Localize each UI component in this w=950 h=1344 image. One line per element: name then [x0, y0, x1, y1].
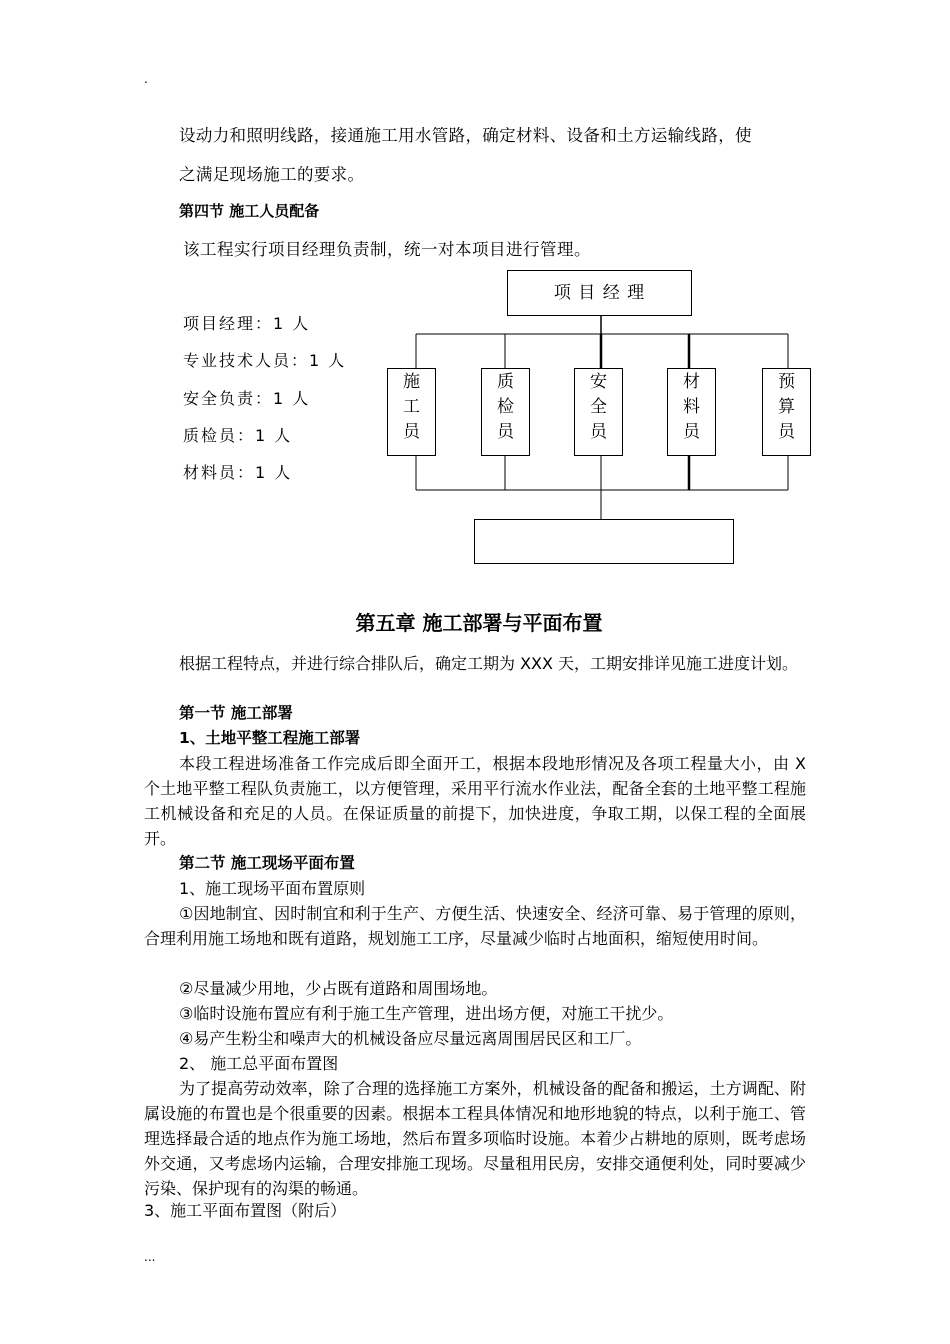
top-line-2: 之满足现场施工的要求。: [179, 165, 365, 184]
staff-item: 材料员：1 人: [183, 463, 293, 482]
sub3-body: 为了提高劳动效率，除了合理的选择施工方案外，机械设备的配备和搬运，土方调配、附属设施的布置也是个很重要的因素。根据本工程具体情况和地形地貌的特点，以利于施工、管理选择最合适的地点作为施工场地，然后布置多项临时设施。本着少占耕地的原则，既考虑场外交通，又考虑场内运输，合理安排施工现场。尽量租用民房，安排交通便利处，同时要减少污染、保护现有的沟渠的畅通。: [144, 1079, 806, 1198]
staff-item: 质检员：1 人: [183, 426, 293, 445]
sec1-heading: 第一节 施工部署: [179, 704, 293, 722]
empty-bottom-box: [474, 519, 734, 564]
sec2-heading: 第二节 施工现场平面布置: [179, 854, 355, 872]
role-box-quality: 质 检 员: [481, 368, 530, 456]
sub4-heading: 3、施工平面布置图（附后）: [144, 1201, 347, 1220]
footer-mark: ...: [144, 1250, 156, 1264]
staff-item: 安全负责：1 人: [183, 389, 311, 408]
top-line-1: 设动力和照明线路，接通施工用水管路，确定材料、设备和土方运输线路，使: [179, 126, 752, 145]
staff-item: 专业技术人员：1 人: [183, 351, 347, 370]
sub2-heading: 1、施工现场平面布置原则: [179, 879, 366, 898]
section4-intro: 该工程实行项目经理负责制，统一对本项目进行管理。: [183, 240, 591, 259]
staff-item: 项目经理：1 人: [183, 314, 311, 333]
org-chart-connectors: [0, 0, 950, 600]
role-box-safety: 安 全 员: [574, 368, 623, 456]
role-box-construction: 施 工 员: [387, 368, 436, 456]
header-mark: .: [144, 72, 148, 86]
sub1-body: 本段工程进场准备工作完成后即全面开工，根据本段地形情况及各项工程量大小，由 X 个土地平整工程队负责施工，以方便管理，采用平行流水作业法，配备全套的土地平整工程施工机械设备和充足的人员。在保证质量的前提下，加快进度，争取工期，以保工程的全面展开。: [144, 754, 806, 848]
principle-1: ①因地制宜、因时制宜和利于生产、方便生活、快速安全、经济可靠、易于管理的原则，合理利用施工场地和既有道路，规划施工工序，尽量减少临时占地面积，缩短使用时间。: [144, 904, 806, 948]
chapter5-title: 第五章 施工部署与平面布置: [355, 611, 603, 635]
role-box-materials: 材 料 员: [667, 368, 716, 456]
role-box-budget: 预 算 员: [762, 368, 811, 456]
principle-3: ③临时设施布置应有利于施工生产管理，进出场方便，对施工干扰少。: [179, 1004, 674, 1023]
sub3-heading: 2、 施工总平面布置图: [179, 1054, 339, 1073]
project-manager-box: 项 目 经 理: [507, 270, 692, 316]
chapter5-intro: 根据工程特点，并进行综合排队后，确定工期为 XXX 天，工期安排详见施工进度计划。: [179, 654, 799, 673]
sub1-heading: 1、土地平整工程施工部署: [179, 729, 361, 747]
principle-2: ②尽量减少用地，少占既有道路和周围场地。: [179, 979, 498, 998]
section4-heading: 第四节 施工人员配备: [179, 202, 320, 220]
principle-4: ④易产生粉尘和噪声大的机械设备应尽量远离周围居民区和工厂。: [179, 1029, 642, 1048]
